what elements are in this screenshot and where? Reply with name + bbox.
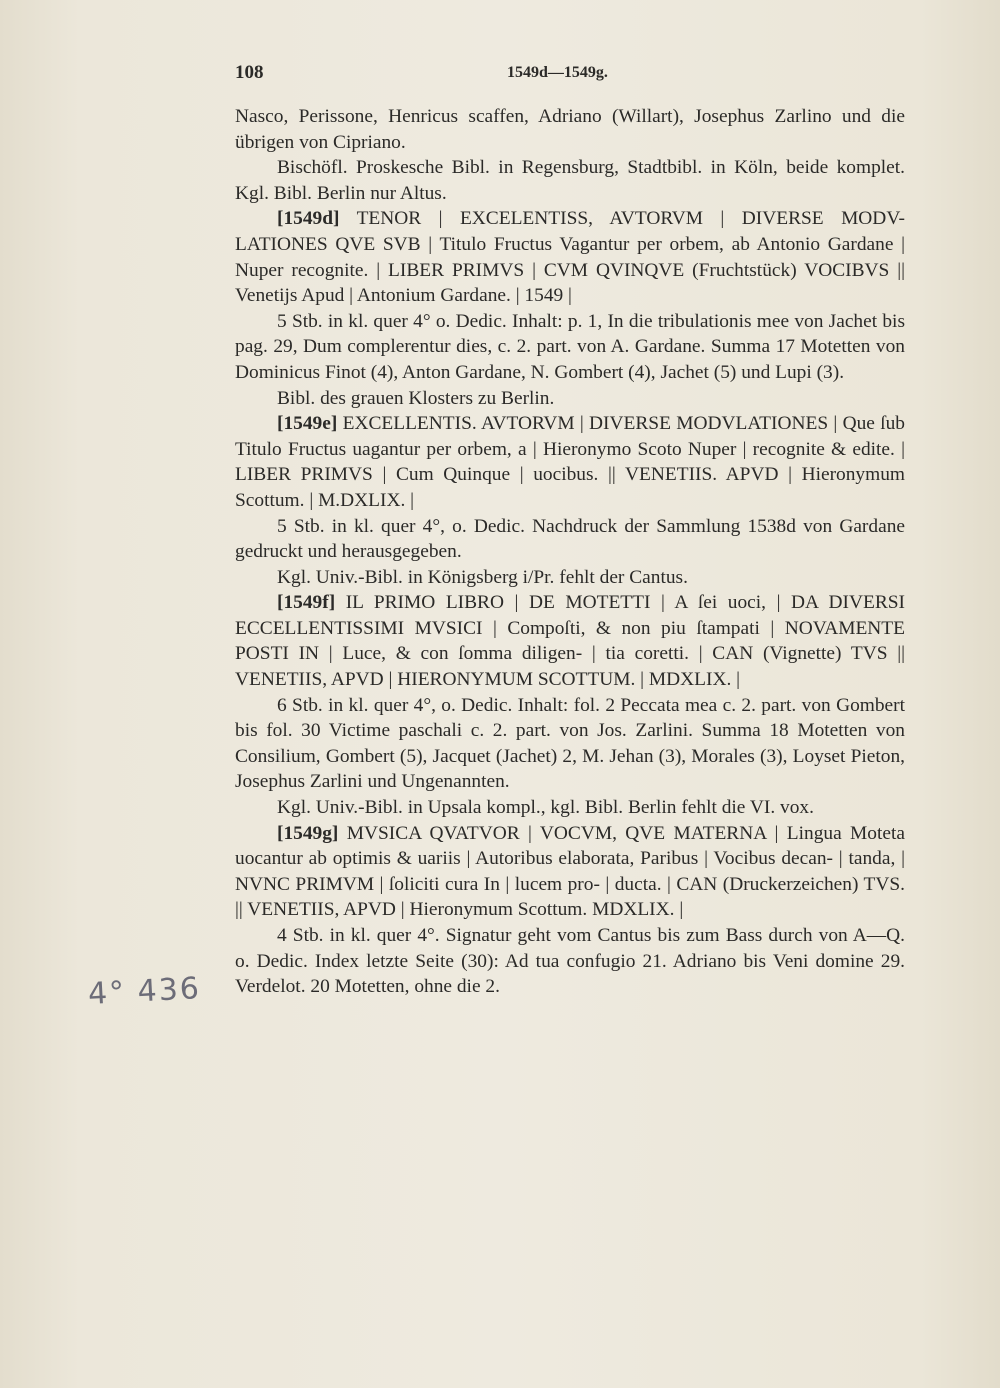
- entry-signature: [1549f]: [277, 592, 336, 614]
- paragraph: Kgl. Univ.-Bibl. in Upsala kompl., kgl. Bibl. Berlin fehlt die VI. vox.: [277, 797, 814, 819]
- paragraph: 4 Stb. in kl. quer 4°. Signatur geht vom Cantus bis zum Bass durch von A—Q. o. Dedic. Index letzte Seite (30): Ad tua confugio 21. Adriano bis Veni domine 29. Verdelot. 20 Motetten, ohne die 2.: [235, 925, 905, 998]
- paragraph: 5 Stb. in kl. quer 4° o. Dedic. Inhalt: p. 1, In die tribulationis mee von Jachet bis pag. 29, Dum complerentur dies, c. 2. part. von A. Gardane. Summa 17 Motetten von Dominicus Finot (4), Anton Gardane, N. Gombert (4), Jachet (5) und Lupi (3).: [235, 310, 905, 383]
- paragraph: Bischöfl. Proskesche Bibl. in Regensburg, Stadtbibl. in Köln, beide komplet. Kgl. Bibl. Berlin nur Altus.: [235, 157, 905, 204]
- paragraph: Bibl. des grauen Klosters zu Berlin.: [277, 387, 555, 409]
- page-number: 108: [235, 62, 264, 83]
- entry-1549f: [1549f] IL PRIMO LIBRO | DE MOTETTI | A ſei uoci, | DA DIVERSI ECCELLENTISSIMI MVSICI | Compoſti, & non piu ſtampati | NOVAMENTE POSTI IN | Luce, & con ſomma diligen- | tia coretti. | CAN (Vignette) TVS || VENETIIS, APVD | HIERONYMUM SCOTTUM. | MDXLIX. |: [235, 592, 905, 691]
- page-header: [235, 62, 905, 88]
- entry-1549e: [1549e] EXCELLENTIS. AVTORVM | DIVERSE MODVLATIONES | Que ſub Titulo Fructus uagantur per orbem, a | Hieronymo Scoto Nuper | recognite & edite. | LIBER PRIMVS | Cum Quinque | uocibus. || VENETIIS. APVD | Hieronymum Scottum. | M.DXLIX. |: [235, 413, 905, 511]
- handwritten-shelfmark: 4° 436: [87, 971, 202, 1012]
- running-head: 1549d—1549g.: [507, 64, 608, 81]
- paragraph: Kgl. Univ.-Bibl. in Königsberg i/Pr. fehlt der Cantus.: [277, 566, 688, 588]
- paragraph: 5 Stb. in kl. quer 4°, o. Dedic. Nachdruck der Sammlung 1538d von Gardane gedruckt und herausgegeben.: [235, 515, 905, 563]
- entry-signature: [1549d]: [277, 208, 340, 230]
- paragraph: 6 Stb. in kl. quer 4°, o. Dedic. Inhalt: fol. 2 Peccata mea c. 2. part. von Gombert bis fol. 30 Victime paschali c. 2. part. von Jos. Zarlini. Summa 18 Motetten von Consilium, Gombert (5), Jacquet (Jachet) 2, M. Jehan (3), Morales (3), Loyset Pieton, Josephus Zarlini und Ungenannten.: [235, 694, 905, 793]
- body-text: [235, 104, 905, 1000]
- entry-1549d: [1549d] TENOR | EXCELENTISS, AVTORVM | DIVERSE MODV-LATIONES QVE SVB | Titulo Fructus Vagantur per orbem, ab Antonio Gardane | Nuper recognite. | LIBER PRIMVS | CVM QVINQVE (Fruchtstück) VOCIBVS || Venetijs Apud | Antonium Gardane. | 1549 |: [235, 208, 905, 307]
- entry-signature: [1549g]: [277, 822, 339, 844]
- paragraph: Nasco, Perissone, Henricus scaffen, Adriano (Willart), Josephus Zarlino und die übrigen von Cipriano.: [235, 106, 905, 153]
- entry-1549g: [1549g] MVSICA QVATVOR | VOCVM, QVE MATERNA | Lingua Moteta uocantur ab optimis & uariis | Autoribus elaborata, Paribus | Vocibus decan- | tanda, | NVNC PRIMVM | ſoliciti cura In | lucem pro- | ducta. | CAN (Druckerzeichen) TVS. || VENETIIS, APVD | Hieronymum Scottum. MDXLIX. |: [235, 822, 905, 921]
- entry-signature: [1549e]: [277, 413, 338, 435]
